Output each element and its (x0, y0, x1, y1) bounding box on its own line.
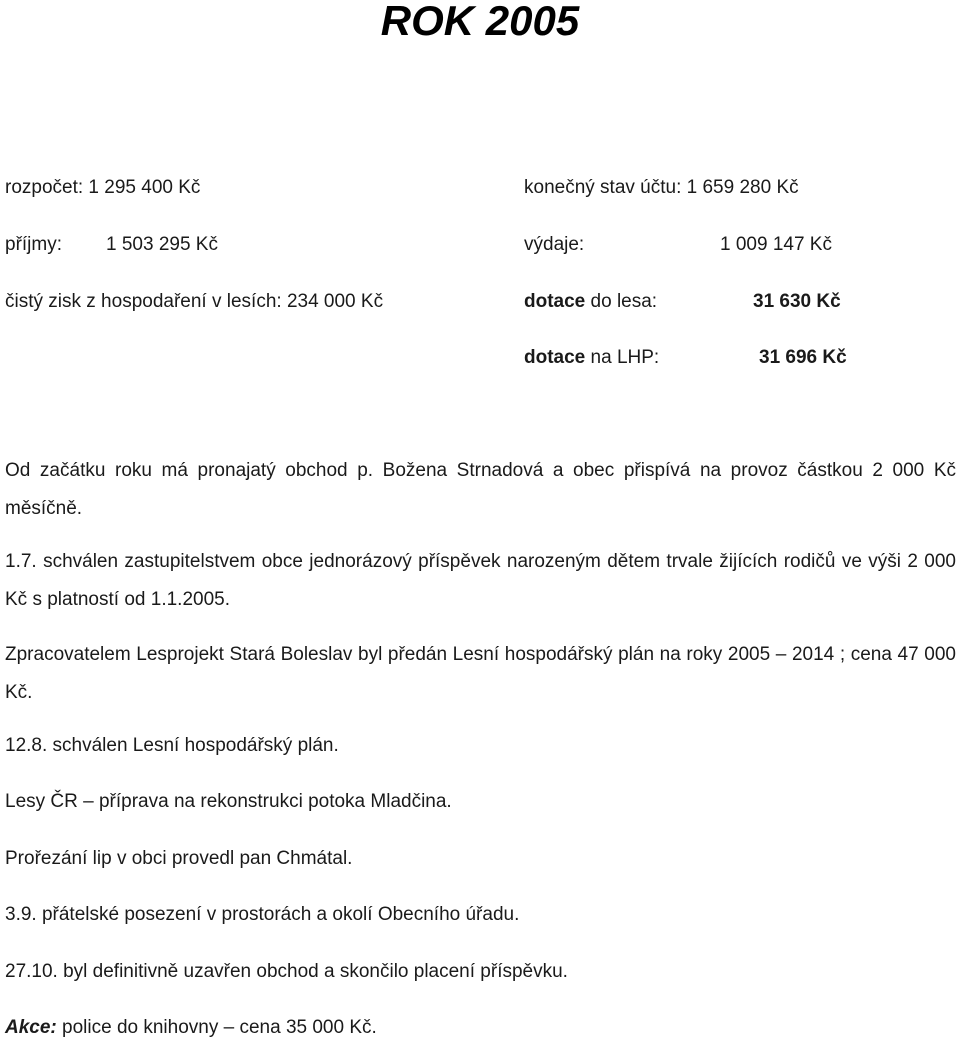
expenses-label: výdaje: (524, 234, 585, 255)
budget-line: rozpočet: 1 295 400 Kč (5, 177, 201, 198)
forest-subsidy-label (524, 290, 657, 314)
page-title: ROK 2005 (380, 0, 580, 44)
paragraph-stream-reconstruction: Lesy ČR – příprava na rekonstrukci potoka Mladčina. (5, 791, 452, 812)
lhp-subsidy-label (524, 346, 659, 370)
paragraph-forest-plan-delivery: Zpracovatelem Lesprojekt Stará Boleslav byl předán Lesní hospodářský plán na roky 2005 – 2014 ; cena 47 000 Kč. (5, 644, 956, 703)
forest-subsidy-bold: dotace (524, 291, 586, 312)
paragraph-events (5, 1009, 956, 1047)
final-balance-line: konečný stav účtu: 1 659 280 Kč (524, 177, 799, 198)
net-profit-line: čistý zisk z hospodaření v lesích: 234 000 Kč (5, 291, 384, 312)
lhp-subsidy-rest: na LHP: (585, 347, 660, 368)
income-label: příjmy: (5, 234, 62, 255)
paragraph-linden-pruning: Prořezání lip v obci provedl pan Chmátal. (5, 848, 353, 869)
forest-subsidy-value: 31 630 Kč (753, 291, 841, 312)
paragraph-forest-plan-approved: 12.8. schválen Lesní hospodářský plán. (5, 735, 339, 756)
paragraph-shop-closed: 27.10. byl definitivně uzavřen obchod a skončilo placení příspěvku. (5, 961, 568, 982)
lhp-subsidy-bold: dotace (524, 347, 586, 368)
events-text: police do knihovny – cena 35 000 Kč. (56, 1017, 377, 1038)
forest-subsidy-rest: do lesa: (585, 291, 658, 312)
paragraph-newborn-contribution: 1.7. schválen zastupitelstvem obce jednorázový příspěvek narozeným dětem trvale žijících rodičů ve výši 2 000 Kč s platností od 1.1.2005. (5, 551, 956, 610)
lhp-subsidy-value: 31 696 Kč (759, 347, 847, 368)
expenses-value: 1 009 147 Kč (720, 234, 832, 255)
paragraph-friendly-meeting: 3.9. přátelské posezení v prostorách a okolí Obecního úřadu. (5, 904, 520, 925)
income-value: 1 503 295 Kč (106, 234, 218, 255)
events-label: Akce: (5, 1017, 57, 1038)
paragraph-shop-lease: Od začátku roku má pronajatý obchod p. Božena Strnadová a obec přispívá na provoz částkou 2 000 Kč měsíčně. (5, 460, 956, 519)
